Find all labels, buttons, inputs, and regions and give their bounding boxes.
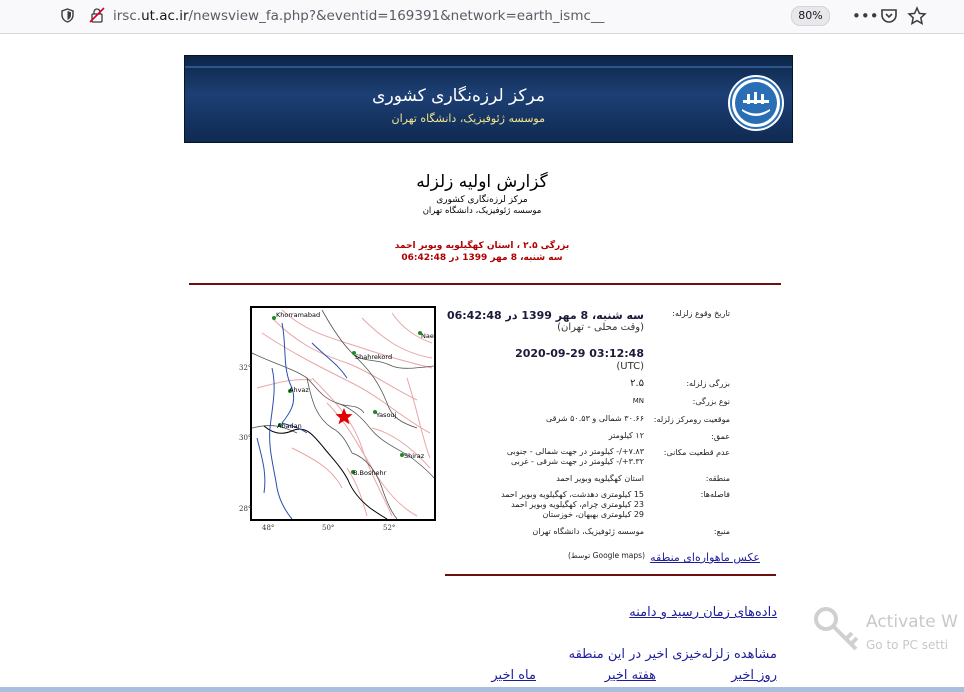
map-drawing — [252, 308, 434, 519]
label-source: منبع: — [713, 527, 730, 536]
activate-windows-text: Activate W — [866, 612, 958, 632]
map-label-khorramabad: Khorramabad — [276, 311, 321, 319]
map-label-yasouj: Yasouj — [376, 411, 397, 419]
label-epicenter-location: موقعیت رومرکز زلزله: — [653, 415, 730, 424]
insecure-lock-icon[interactable] — [89, 7, 105, 23]
lat-tick-28: 28° — [239, 505, 252, 513]
bookmark-star-icon[interactable] — [907, 6, 927, 26]
lon-tick-50: 50° — [322, 524, 335, 532]
report-subtitle-center: مرکز لرزه‌نگاری کشوری — [436, 195, 528, 205]
label-depth: عمق: — [711, 432, 730, 441]
value-distance-1: 15 کیلومتری دهدشت، کهگیلویه وبویر احمد — [501, 490, 644, 499]
divider-bottom — [445, 574, 776, 576]
report-subtitle-institute: موسسه ژئوفیزیک، دانشگاه تهران — [422, 206, 542, 216]
recent-seismicity-title: مشاهده زلزله‌خیزی اخیر در این منطقه — [568, 647, 777, 662]
map-label-ahvaz: Ahvaz — [289, 386, 309, 394]
value-uncertainty-ew: ۳.۳۲+/- کیلومتر در جهت شرقی - غربی — [511, 457, 644, 466]
satellite-map-link[interactable]: عکس ماهواره‌ای منطقه — [650, 551, 760, 564]
value-depth: ۱۲ کیلومتر — [608, 431, 644, 440]
arrival-data-link[interactable]: داده‌های زمان رسید و دامنه — [629, 605, 777, 620]
banner-title: مرکز لرزه‌نگاری کشوری — [372, 86, 545, 106]
map-label-shiraz: Shiraz — [404, 452, 425, 460]
value-magnitude: ۲.۵ — [630, 378, 644, 389]
value-distance-2: 23 کیلومتری چرام، کهگیلویه وبویر احمد — [511, 500, 644, 509]
last-day-link[interactable]: روز اخیر — [731, 668, 777, 683]
epicenter-map — [250, 306, 436, 521]
label-region: منطقه: — [705, 474, 730, 483]
google-maps-note: (توسط Google maps) — [567, 551, 645, 560]
url-text[interactable]: irsc.ut.ac.ir/newsview_fa.php?&eventid=169391&network=earth_ismc__ — [113, 8, 605, 24]
value-utc-time: 2020-09-29 03:12:48 — [515, 347, 644, 360]
lon-tick-48: 48° — [262, 524, 275, 532]
value-local-time: سه شنبه، 8 مهر 1399 در 06:42:48 — [446, 309, 644, 322]
map-label-nae: Nae — [421, 332, 434, 340]
banner-divider — [185, 66, 792, 68]
taskbar — [0, 687, 964, 692]
site-banner — [184, 55, 793, 143]
activate-windows-hint: Go to PC setti — [866, 638, 949, 652]
value-local-time-note: (وقت محلی - تهران) — [557, 322, 644, 333]
map-label-boshehr: B.Boshehr — [353, 469, 387, 477]
last-month-link[interactable]: ماه اخیر — [491, 668, 536, 683]
alert-datetime: سه شنبه، 8 مهر 1399 در 06:42:48 — [401, 253, 563, 263]
last-week-link[interactable]: هفته اخیر — [604, 668, 656, 683]
lat-tick-30: 30° — [239, 434, 252, 442]
map-label-abadan: Abadan — [277, 422, 302, 430]
value-distance-3: 29 کیلومتری بهبهان، خوزستان — [542, 510, 644, 519]
banner-subtitle: موسسه ژئوفیزیک، دانشگاه تهران — [391, 112, 545, 125]
value-uncertainty-ns: ۷.۸۳+/- کیلومتر در جهت شمالی - جنوبی — [506, 447, 644, 456]
lat-tick-32: 32° — [239, 364, 252, 372]
label-magnitude: بزرگی زلزله: — [686, 379, 730, 388]
value-region: استان کهگیلویه وبویر احمد — [556, 474, 644, 483]
browser-url-bar — [0, 0, 964, 34]
pocket-icon[interactable] — [879, 6, 899, 26]
divider-top — [189, 283, 781, 285]
label-uncertainty: عدم قطعیت مکانی: — [663, 448, 730, 457]
label-event-time: تاریخ وقوع زلزله: — [672, 309, 730, 318]
map-label-shahrekord: Shahrekord — [355, 353, 393, 361]
lon-tick-52: 52° — [383, 524, 396, 532]
value-epicenter-location: ۳۰.۶۶ شمالی و ۵۰.۵۳ شرقی — [546, 414, 644, 423]
shield-icon[interactable] — [61, 8, 74, 23]
report-title: گزارش اولیه زلزله — [416, 172, 548, 192]
alert-magnitude-region: بزرگی ۲.۵ ، استان کهگیلویه وبویر احمد — [394, 241, 570, 251]
value-utc-note: (UTC) — [616, 361, 644, 372]
key-icon — [812, 605, 862, 655]
university-logo-icon — [727, 74, 785, 132]
value-magnitude-type: MN — [632, 397, 644, 405]
label-magnitude-type: نوع بزرگی: — [692, 397, 730, 406]
value-source: موسسه ژئوفیزیک، دانشگاه تهران — [532, 527, 644, 536]
more-actions-icon[interactable]: ••• — [852, 7, 879, 25]
label-distances: فاصله‌ها: — [700, 490, 730, 499]
zoom-indicator[interactable]: 80% — [791, 6, 830, 26]
